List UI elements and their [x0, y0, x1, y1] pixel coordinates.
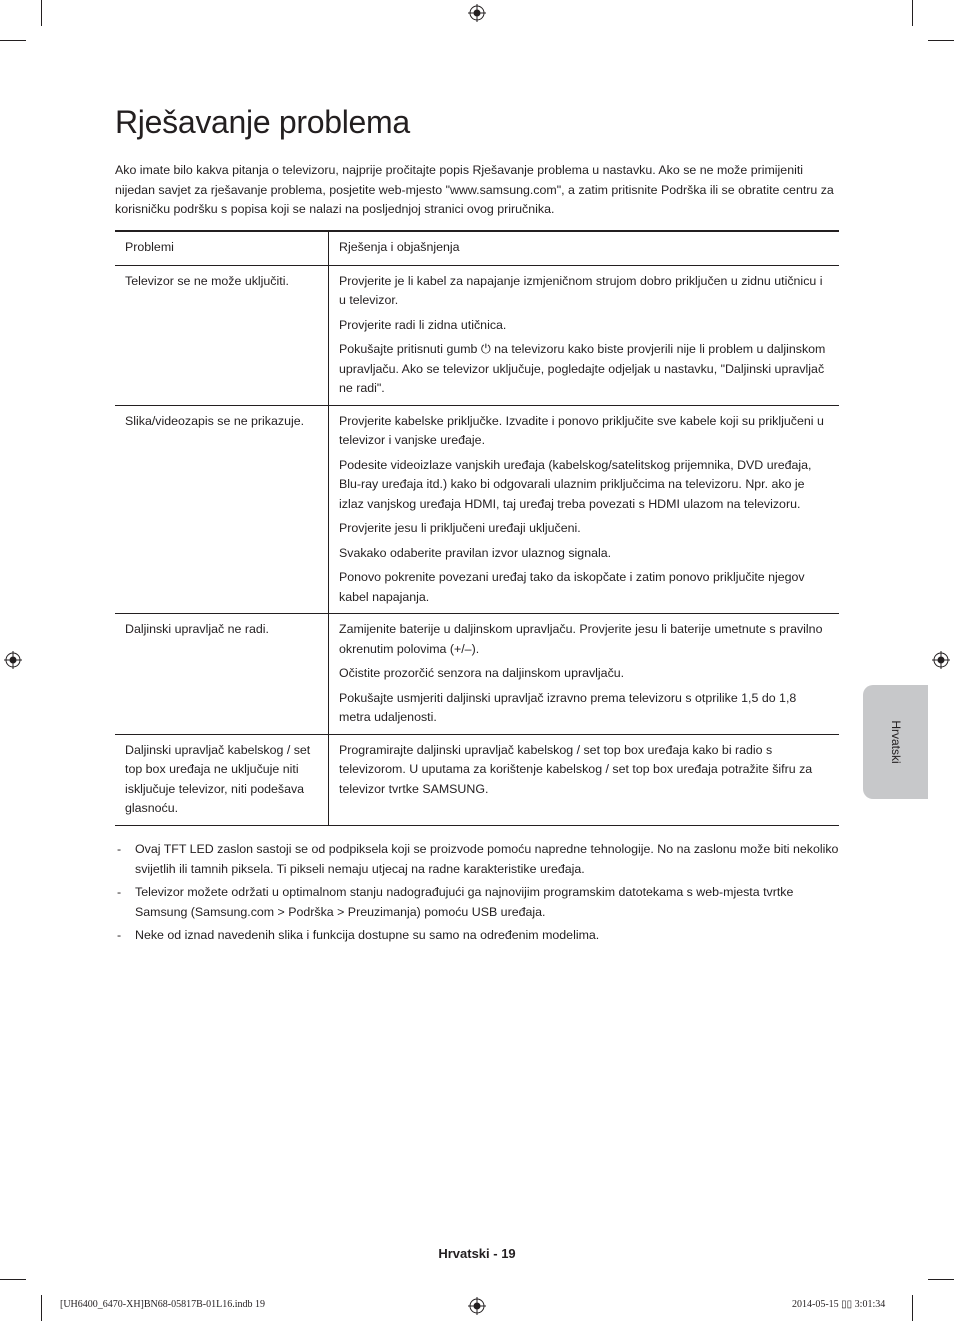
solution-cell: [329, 265, 840, 405]
language-tab-label: Hrvatski: [888, 720, 903, 764]
registration-mark-icon: [4, 651, 22, 669]
table-header-row: [115, 231, 839, 265]
solution-text: Provjerite je li kabel za napajanje izmjeničnom strujom dobro priključen u zidnu utičnicu i u televizor.: [339, 273, 823, 307]
language-side-tab: [863, 685, 928, 799]
crop-mark: [912, 1295, 913, 1321]
solution-text: Programirajte daljinski upravljač kabelskog / set top box uređaja kako bi radio s televizorom. U uputama za korištenje kabelskog / set top box uređaja potražite šifru za televizor tvrtke SAMSUNG.: [339, 742, 813, 796]
crop-mark: [41, 0, 42, 26]
page-number: Hrvatski - 19: [438, 1246, 516, 1261]
problem-cell: Televizor se ne može uključiti.: [115, 265, 329, 405]
table-row: [115, 265, 839, 405]
solution-text: Pokušajte usmjeriti daljinski upravljač izravno prema televizoru s otprilike 1,5 do 1,8 metra udaljenosti.: [339, 690, 797, 724]
column-header-solutions: Rješenja i objašnjenja: [339, 240, 460, 254]
crop-mark: [41, 1295, 42, 1321]
crop-mark: [0, 40, 26, 41]
note-text: Televizor možete održati u optimalnom stanju nadograđujući ga najnovijim programskim datotekama s web-mjesta tvrtke Samsung (Samsung.com > Podrška > Preuzimanja) pomoću USB uređaja.: [135, 885, 794, 919]
registration-mark-icon: [468, 4, 486, 22]
list-item: [115, 926, 839, 946]
note-text: Neke od iznad navedenih slika i funkcija dostupne su samo na određenim modelima.: [135, 928, 600, 942]
crop-mark: [928, 40, 954, 41]
solution-cell: [329, 614, 840, 735]
solution-text: Ponovo pokrenite povezani uređaj tako da iskopčate i zatim ponovo priključite njegov kabel napajanja.: [339, 570, 805, 604]
list-item: [115, 840, 839, 879]
problem-cell: Daljinski upravljač kabelskog / set top box uređaja ne uključuje niti isključuje televizor, niti podešava glasnoću.: [115, 734, 329, 825]
solution-text: Očistite prozorčić senzora na daljinskom upravljaču.: [339, 666, 625, 680]
intro-paragraph: Ako imate bilo kakva pitanja o televizoru, najprije pročitajte popis Rješavanje problema u nastavku. Ako se ne može primijeniti nijedan savjet za rješavanje problema, posjetite web-mjesto "www.samsung.com", a zatim pritisnite Podrška ili se obratite centru za korisničku podršku s popisa koji se nalazi na posljednjoj stranici ovog priručnika.: [115, 163, 834, 216]
solution-text: Provjerite radi li zidna utičnica.: [339, 317, 507, 332]
solution-text: Svakako odaberite pravilan izvor ulaznog signala.: [339, 545, 612, 560]
table-row: [115, 734, 839, 825]
troubleshooting-table: [115, 230, 839, 826]
registration-mark-icon: [932, 651, 950, 669]
registration-mark-icon: [468, 1297, 486, 1315]
solution-text: Podesite videoizlaze vanjskih uređaja (kabelskog/satelitskog prijemnika, DVD uređaja, Blu-ray uređaja itd.) kako bi odgovarali ulaznim priključcima na televizoru. Npr. ako je izlaz vanjskog uređaja HDMI, taj uređaj treba povezati s HDMI ulazom na televizoru.: [339, 457, 812, 511]
solution-cell: [329, 405, 840, 614]
solution-text: Zamijenite baterije u daljinskom upravljaču. Provjerite jesu li baterije umetnute s pravilno okrenutim polovima (+/–).: [339, 622, 823, 656]
imprint-file: [UH6400_6470-XH]BN68-05817B-01L16.indb 19: [60, 1299, 265, 1310]
column-header-problems: Problemi: [115, 231, 329, 265]
note-bullet: -: [117, 842, 122, 856]
crop-mark: [0, 1279, 26, 1280]
table-row: [115, 614, 839, 735]
note-bullet: -: [117, 885, 122, 899]
solution-text: Provjerite kabelske priključke. Izvadite i ponovo priključite sve kabele koji su priključeni u televizor i vanjske uređaje.: [339, 413, 824, 447]
crop-mark: [928, 1279, 954, 1280]
imprint-timestamp: 2014-05-15 ▯▯ 3:01:34: [792, 1299, 886, 1310]
table-row: [115, 405, 839, 614]
crop-mark: [912, 0, 913, 26]
solution-text: Pokušajte pritisnuti gumb ⏻ na televizoru kako biste provjerili nije li problem u daljinskom upravljaču. Ako se televizor uključuje, pogledajte odjeljak u nastavku, "Daljinski upravljač ne radi".: [339, 342, 826, 395]
note-text: Ovaj TFT LED zaslon sastoji se od podpiksela koji se proizvode pomoću napredne tehnologije. No na zaslonu može biti nekoliko svijetlih ili tamnih piksela. Ti pikseli nemaju utjecaj na radne karakteristike uređaja.: [135, 842, 839, 876]
list-item: [115, 883, 839, 922]
solution-cell: [329, 734, 840, 825]
page-title: Rješavanje problema: [115, 104, 410, 140]
problem-cell: Slika/videozapis se ne prikazuje.: [115, 405, 329, 614]
problem-cell: Daljinski upravljač ne radi.: [115, 614, 329, 735]
notes-list: [115, 840, 839, 950]
note-bullet: -: [117, 928, 122, 942]
solution-text: Provjerite jesu li priključeni uređaji uključeni.: [339, 521, 581, 535]
